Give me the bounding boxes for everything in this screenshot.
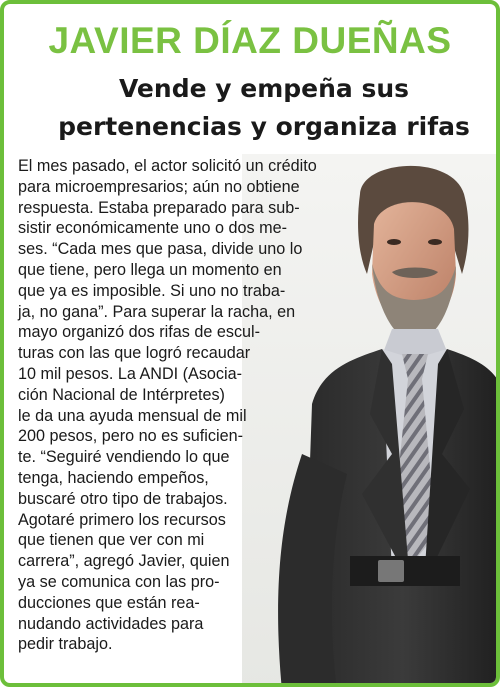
body-line: que ya es imposible. Si uno no traba- <box>18 281 286 300</box>
body-line: mayo organizó dos rifas de escul- <box>18 323 261 342</box>
subtitle-line-1: Vende y empeña sus <box>118 74 410 103</box>
body-line: ducciones que están rea- <box>18 593 200 612</box>
body-line: ses. “Cada mes que pasa, divide uno lo <box>18 240 303 259</box>
body-line: El mes pasado, el actor solicitó un crédito <box>18 157 317 175</box>
body-line: turas con las que logró recaudar <box>18 344 251 363</box>
subtitle-line-2: pertenencias y organiza rifas <box>58 112 470 141</box>
body-line: que tienen que ver con mi <box>18 531 205 550</box>
body-line: pedir trabajo. <box>18 635 113 654</box>
body-line: respuesta. Estaba preparado para sub- <box>18 198 300 217</box>
body-line: buscaré otro tipo de trabajos. <box>18 489 228 508</box>
body-line: nudando actividades para <box>18 614 204 633</box>
article-subtitle <box>44 70 484 146</box>
body-line: carrera”, agregó Javier, quien <box>18 552 230 571</box>
article-name-heading: JAVIER DÍAZ DUEÑAS <box>48 20 452 61</box>
body-line: le da una ayuda mensual de mil <box>18 406 247 425</box>
body-line: que tiene, pero llega un momento en <box>18 260 282 279</box>
body-line: Agotaré primero los recursos <box>18 510 226 529</box>
body-line: tenga, haciendo empeños, <box>18 468 209 487</box>
body-line: para microempresarios; aún no obtiene <box>18 177 300 196</box>
body-line: 10 mil pesos. La ANDI (Asocia- <box>18 364 243 383</box>
body-line: ya se comunica con las pro- <box>18 572 220 591</box>
article-body <box>18 156 358 655</box>
body-line: sistir económicamente uno o dos me- <box>18 219 288 238</box>
body-line: 200 pesos, pero no es suficien- <box>18 427 243 446</box>
body-line: ja, no gana”. Para superar la racha, en <box>18 302 296 321</box>
body-line: ción Nacional de Intérpretes) <box>18 385 225 404</box>
body-line: te. “Seguiré vendiendo lo que <box>18 448 230 467</box>
